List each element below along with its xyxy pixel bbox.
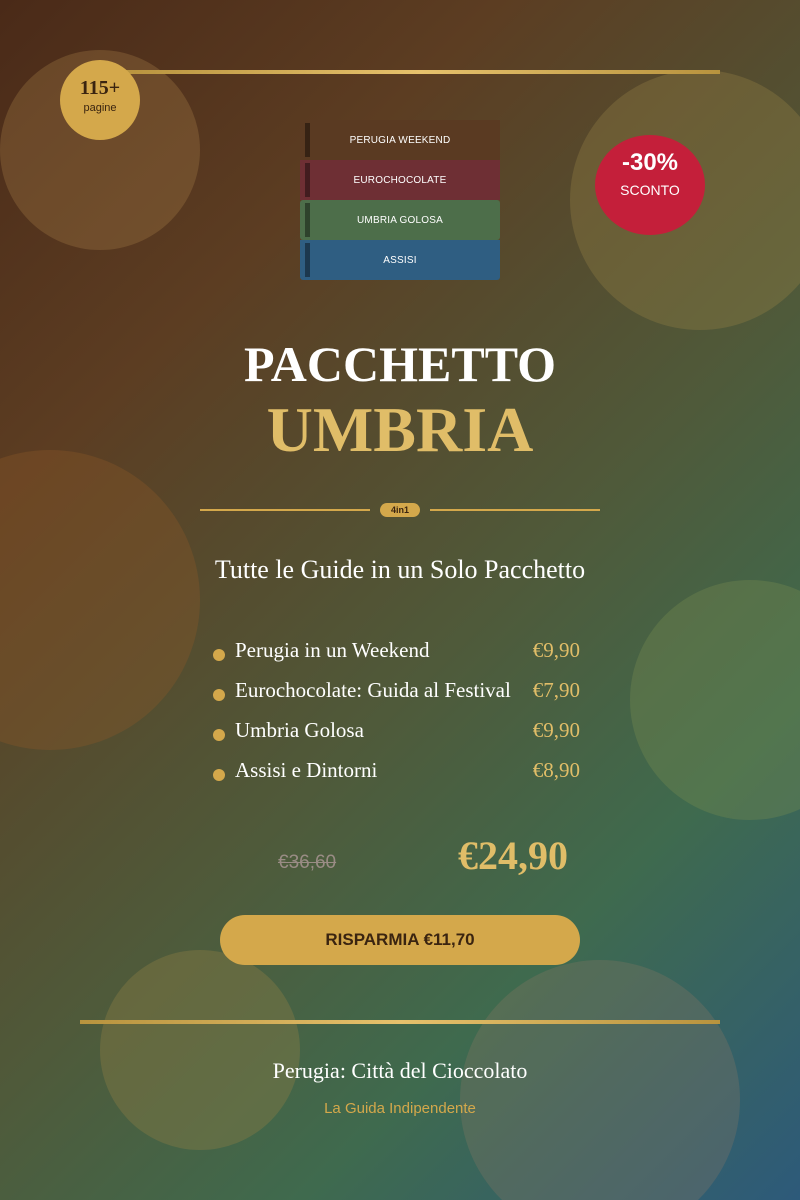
guide-price: €9,90	[532, 718, 580, 742]
page-count-badge	[60, 60, 140, 140]
book-stack	[300, 120, 500, 280]
footer-title: Perugia: Città del Cioccolato	[272, 1058, 528, 1083]
title-line-1: PACCHETTO	[243, 336, 557, 392]
decor-circle	[100, 950, 300, 1150]
book-spine	[305, 163, 310, 197]
guide-name: Perugia in un Weekend	[235, 638, 430, 662]
bullet-icon	[213, 689, 225, 701]
book-title: UMBRIA GOLOSA	[357, 214, 443, 226]
decor-circle	[0, 450, 200, 750]
title-line-2: UMBRIA	[266, 394, 534, 465]
save-cta-button[interactable]: RISPARMIA €11,70	[220, 915, 580, 965]
book-title: EUROCHOCOLATE	[353, 174, 447, 186]
top-gold-line	[120, 70, 720, 74]
original-price: €36,60	[278, 852, 337, 873]
list-item	[213, 678, 593, 718]
discount-badge	[595, 135, 705, 235]
discount-label: SCONTO	[620, 182, 680, 198]
book-spine	[305, 203, 310, 237]
book-umbria-golosa	[300, 200, 500, 240]
guide-price: €8,90	[532, 758, 580, 782]
book-spine	[305, 123, 310, 157]
book-assisi	[300, 240, 500, 280]
book-eurochocolate	[300, 160, 500, 200]
book-title: ASSISI	[383, 254, 417, 266]
book-spine	[305, 243, 310, 277]
list-item	[213, 758, 593, 798]
divider-badge: 4in1	[380, 503, 420, 517]
divider-right	[430, 509, 600, 511]
divider-left	[200, 509, 370, 511]
book-title: PERUGIA WEEKEND	[349, 134, 451, 146]
guide-name: Umbria Golosa	[235, 718, 364, 742]
discount-percent: -30%	[621, 149, 679, 176]
bullet-icon	[213, 769, 225, 781]
guide-name: Eurochocolate: Guida al Festival	[235, 678, 511, 702]
guide-price: €7,90	[532, 678, 580, 702]
bundle-price: €24,90	[458, 833, 568, 878]
guide-price: €9,90	[532, 638, 580, 662]
list-item	[213, 718, 593, 758]
guide-list	[213, 638, 593, 798]
bullet-icon	[213, 649, 225, 661]
subtitle: Tutte le Guide in un Solo Pacchetto	[214, 555, 586, 584]
page-count: 115+	[79, 77, 121, 99]
list-item	[213, 638, 593, 678]
guide-name: Assisi e Dintorni	[235, 758, 378, 782]
footer-subtitle: La Guida Indipendente	[324, 1100, 476, 1117]
decor-circle	[630, 580, 800, 820]
book-perugia-weekend	[300, 120, 500, 160]
bottom-gold-line	[80, 1020, 720, 1024]
page-count-label: pagine	[83, 102, 117, 114]
bullet-icon	[213, 729, 225, 741]
